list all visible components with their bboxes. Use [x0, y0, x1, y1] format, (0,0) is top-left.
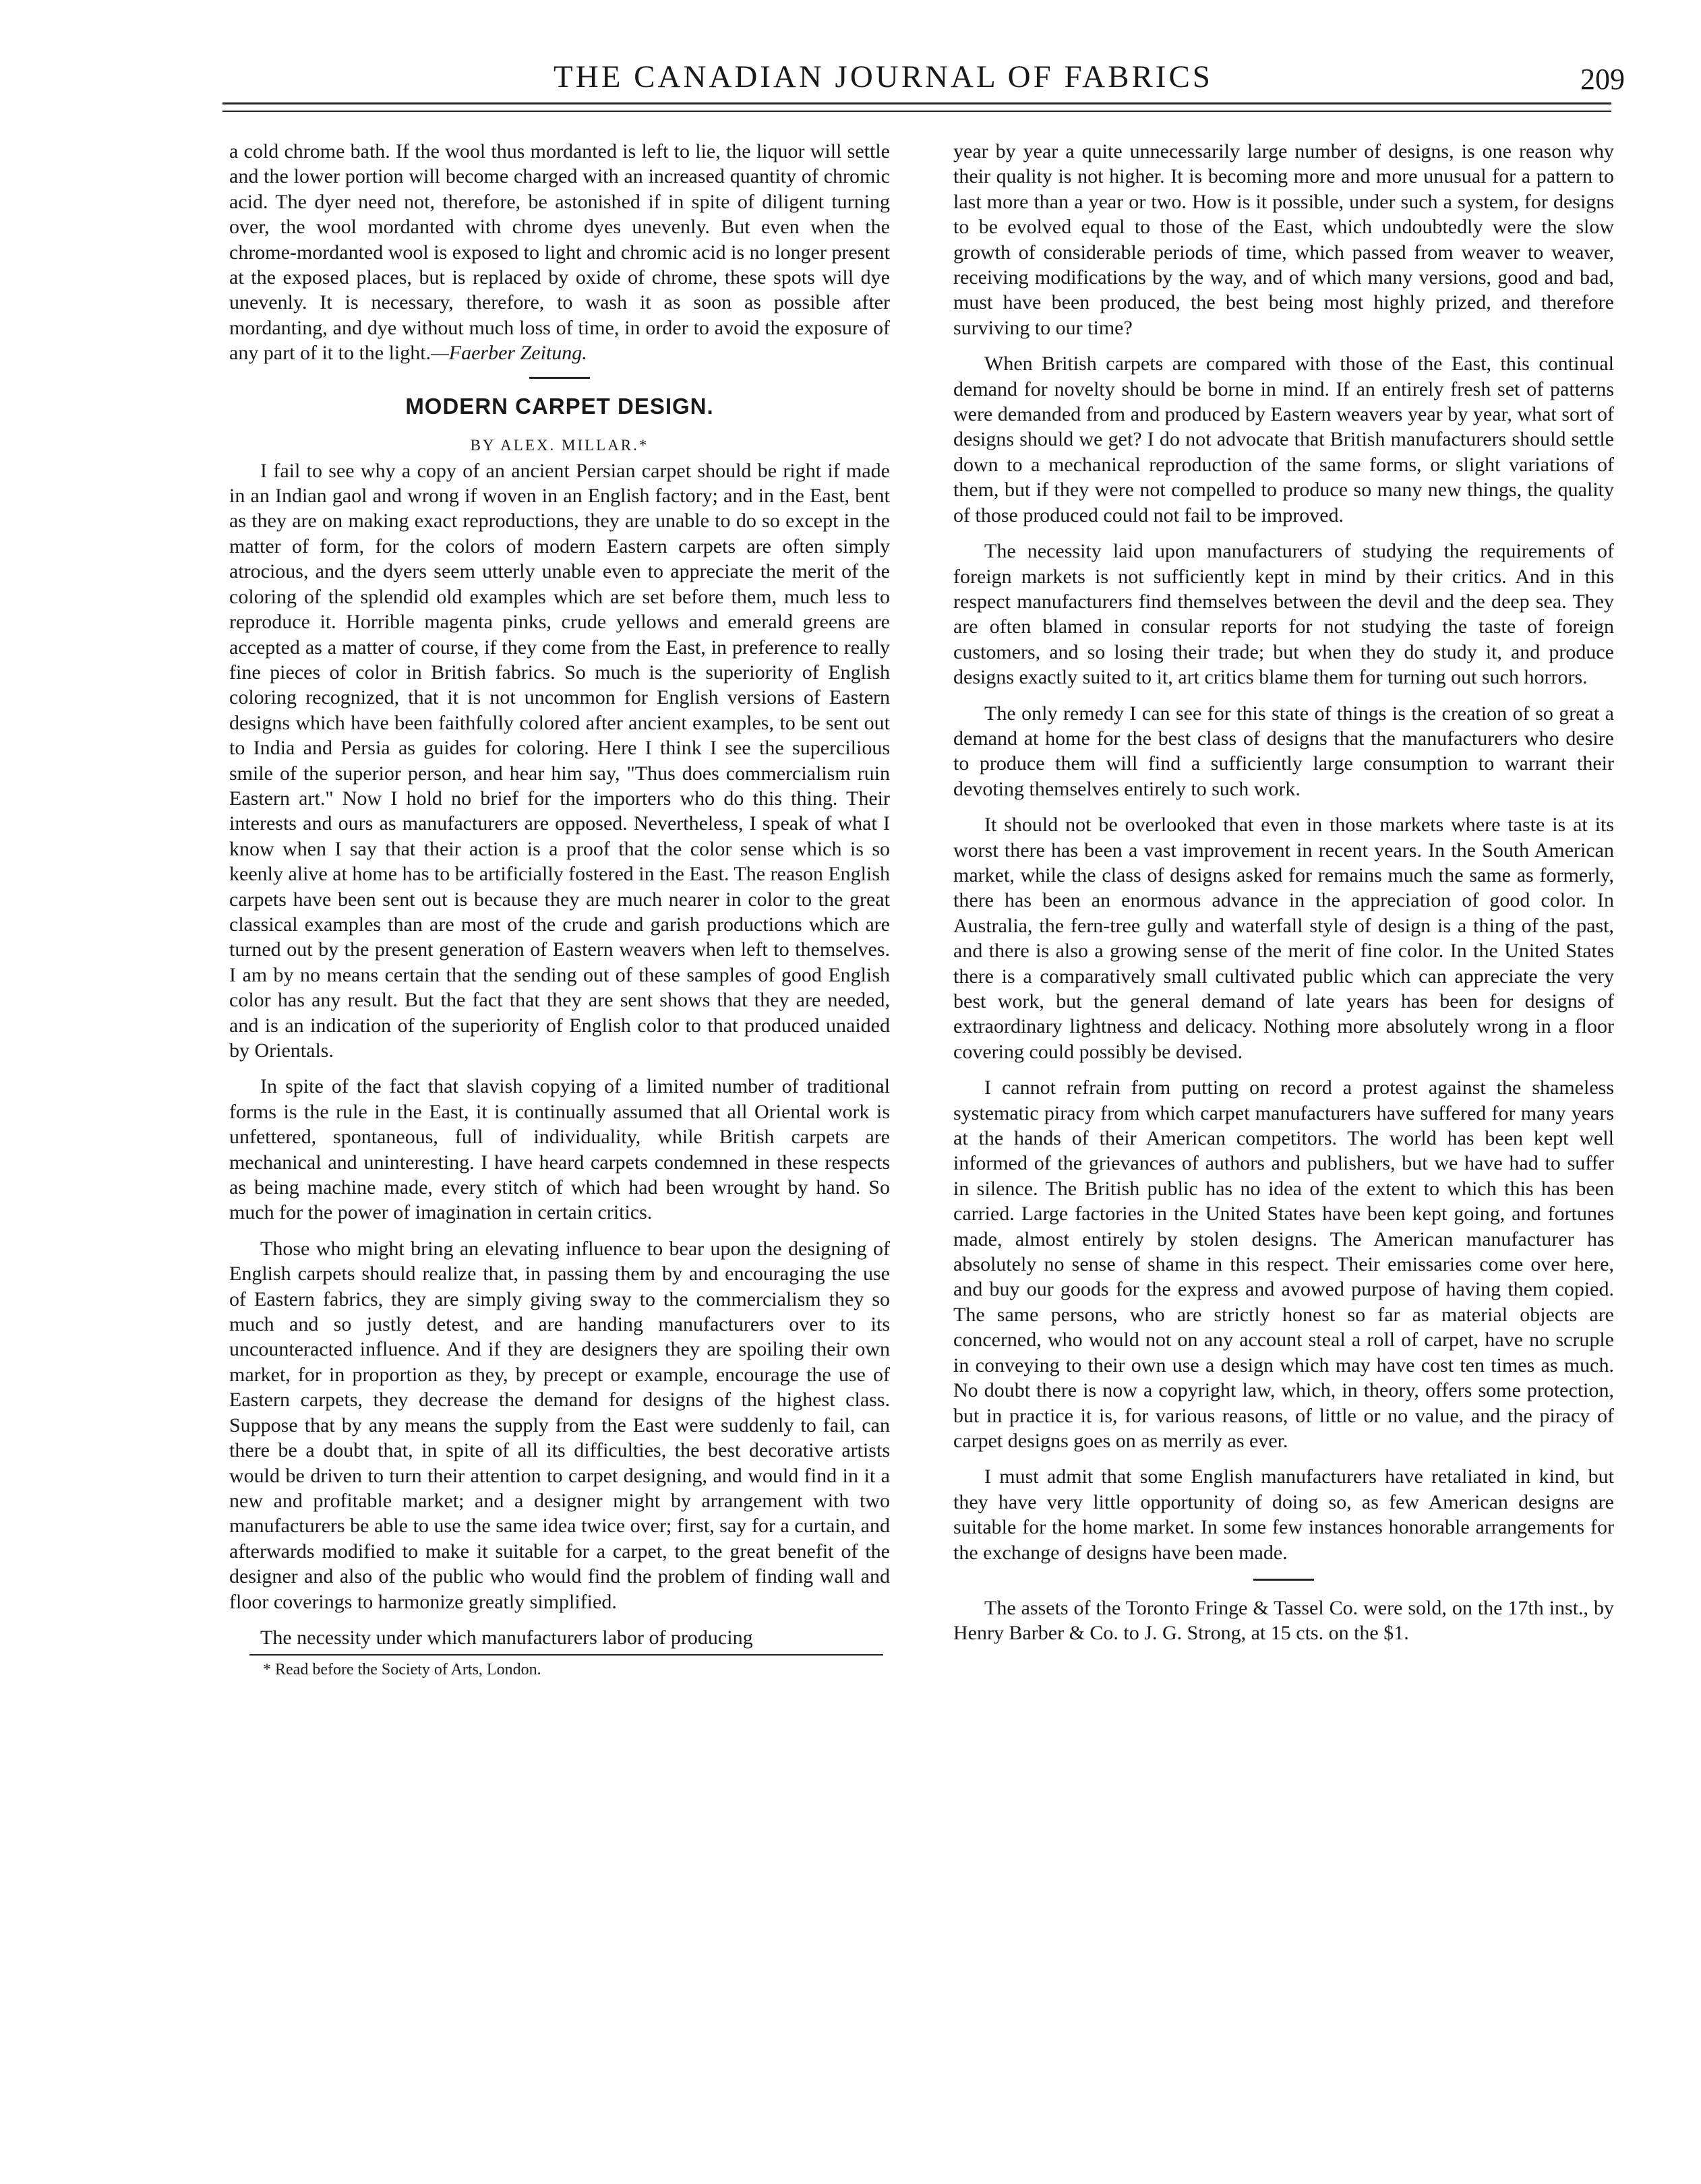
- body-paragraph: The necessity under which manufacturers labor of producing: [260, 1626, 753, 1649]
- section-divider: [529, 377, 590, 379]
- body-paragraph: When British carpets are compared with those of the East, this continual demand for novelty should be borne in mind. If an entirely fresh set of patterns were demanded from and produced by Eastern weavers year by year, what sort of designs should we get? I do not advocate that British manufacturers should settle down to a mechanical reproduction of the same forms, or slight variations of them, but if they were not compelled to produce so many new things, the quality of those produced could not fail to be improved.: [953, 353, 1614, 526]
- continuation-text: a cold chrome bath. If the wool thus mordanted is left to lie, the liquor will settle and the lower portion will become charged with an increased quantity of chromic acid. The dyer need not, therefore, be astonished if in spite of diligent turning over, the wool mordanted with chrome dyes unevenly. But even when the chrome-mordanted wool is exposed to light and chromic acid is no longer present at the exposed places, but is replaced by oxide of chrome, these spots will dye unevenly. It is necessary, therefore, to wash it as soon as possible after mordanting, and dye without much loss of time, in order to avoid the exposure of any part of it to the light.: [229, 140, 890, 365]
- header-rule-thick: [222, 102, 1611, 104]
- body-paragraph: The necessity laid upon manufacturers of studying the requirements of foreign markets is not sufficiently kept in mind by their critics. And in this respect manufacturers find themselves between the devil and the deep sea. They are often blamed in consular reports for not studying the taste of foreign customers, and so losing their trade; but when they do study it, and produce designs exactly suited to it, art critics blame them for turning out such horrors.: [953, 540, 1614, 689]
- body-paragraph: I fail to see why a copy of an ancient Persian carpet should be right if made in an Indian gaol and wrong if woven in an English factory; and in the East, bent as they are on making exact reproductions, they are unable to do so except in the matter of form, for the colors of modern Eastern carpets are often simply atrocious, and the dyers seem utterly unable even to appreciate the merit of the coloring of the splendid old examples which are set before them, much less to reproduce it. Horrible magenta pinks, crude yellows and emerald greens are accepted as a matter of course, if they come from the East, in preference to really fine pieces of color in British fabrics. So much is the superiority of English coloring recognized, that it is not uncommon for English versions of Eastern designs which have been faithfully colored after ancient examples, to be sent out to India and Persia as guides for coloring. Here I think I see the supercilious smile of the superior person, and hear him say, "Thus does commercialism ruin Eastern art." Now I hold no brief for the importers who do this thing. Their interests and ours as manufacturers are opposed. Nevertheless, I speak of what I know when I say that their action is a proof that the color sense which is so keenly alive at home has to be artificially fostered in the East. The reason English carpets have been sent out is because they are much nearer in color to the great classical examples than are most of the crude and garish productions which are turned out by the present generation of Eastern weavers when left to themselves. I am by no means certain that the sending out of these samples of good English color has any result. But the fact that they are sent shows that they are needed, and is an indication of the superiority of English color to that produced unaided by Orientals.: [229, 459, 890, 1062]
- body-paragraph: I must admit that some English manufacturers have retaliated in kind, but they have very little opportunity of doing so, as few American designs are suitable for the home market. In some few instances honorable arrangements for the exchange of designs have been made.: [953, 1465, 1614, 1564]
- right-column: [953, 139, 1614, 1657]
- page-header: [222, 58, 1638, 98]
- notice-paragraph: The assets of the Toronto Fringe & Tassel Co. were sold, on the 17th inst., by Henry Barber & Co. to J. G. Strong, at 15 cts. on the $1.: [953, 1596, 1614, 1645]
- notice-divider: [1253, 1579, 1314, 1581]
- body-paragraph: year by year a quite unnecessarily large number of designs, is one reason why their quality is not higher. It is becoming more and more unusual for a pattern to last more than a year or two. How is it possible, under such a system, for designs to be evolved equal to those of the East, which undoubtedly were the slow growth of considerable periods of time, which passed from weaver to weaver, receiving modifications by the way, and of which many versions, good and bad, must have been produced, the best being most highly prized, and therefore surviving to our time?: [953, 140, 1614, 339]
- body-paragraph: I cannot refrain from putting on record a protest against the shameless systematic piracy from which carpet manufacturers have suffered for many years at the hands of their American competitors. The world has been kept well informed of the grievances of authors and publishers, but we have had to suffer in silence. The British public has no idea of the extent to which this has been carried. Large factories in the United States have been kept going, and fortunes made, almost entirely by stolen designs. The American manufacturer has absolutely no sense of shame in this respect. Their emissaries come over here, and buy our goods for the express and avowed purpose of having them copied. The same persons, who are strictly honest so far as material objects are concerned, who would not on any account steal a roll of carpet, have no scruple in conveying to their own use a design which may have cost ten times as much. No doubt there is now a copyright law, which, in theory, offers some protection, but in practice it is, for various reasons, of little or no value, and the piracy of carpet designs goes on as merrily as ever.: [953, 1076, 1614, 1452]
- article-title: MODERN CARPET DESIGN.: [405, 393, 714, 419]
- body-paragraph: It should not be overlooked that even in those markets where taste is at its worst there has been a vast improvement in recent years. In the South American market, while the class of designs asked for remains much the same as formerly, there has been an enormous advance in the appreciation of good color. In Australia, the fern-tree gully and waterfall style of design is a thing of the past, and there is also a growing sense of the merit of fine color. In the United States there is a comparatively small cultivated public which can appreciate the very best work, but the general demand of late years has been for designs of extraordinary lightness and delicacy. Nothing more absolutely wrong in a floor covering could possibly be devised.: [953, 814, 1614, 1063]
- article-byline: BY ALEX. MILLAR.*: [470, 436, 649, 454]
- continuation-source: —Faerber Zeitung.: [431, 342, 587, 365]
- body-paragraph: The only remedy I can see for this state of things is the creation of so great a demand at home for the best class of designs that the manufacturers who desire to produce them will find a sufficiently large consumption to warrant their devoting themselves entirely to such work.: [953, 702, 1614, 800]
- body-paragraph: Those who might bring an elevating influence to bear upon the designing of English carpets should realize that, in passing them by and encouraging the use of Eastern fabrics, they are simply giving sway to the commercialism they so much and so justly detest, and are handing manufacturers over to its uncounteracted influence. And if they are designers they are spoiling their own market, for in proportion as they, by precept or example, encourage the use of Eastern carpets, they decrease the demand for designs of the highest class. Suppose that by any means the supply from the East were suddenly to fail, can there be a doubt that, in spite of all its difficulties, the best decorative artists would be driven to turn their attention to carpet designing, and would find in it a new and profitable market; and a designer might by arrangement with two manufacturers be able to use the same idea twice over; first, say for a curtain, and afterwards modified to make it suitable for a carpet, to the great benefit of the designer and also of the public who would find the problem of finding wall and floor coverings to harmonize greatly simplified.: [229, 1237, 890, 1613]
- footnote: * Read before the Society of Arts, London.: [263, 1661, 541, 1679]
- header-rule-thin: [222, 111, 1611, 112]
- notice-block: [953, 1596, 1614, 1646]
- body-paragraph: In spite of the fact that slavish copying of a limited number of traditional forms is the rule in the East, it is continually assumed that all Oriental work is unfettered, spontaneous, full of individuality, while British carpets are mechanical and uninteresting. I have heard carpets condemned in these respects as being machine made, every stitch of which had been wrought by hand. So much for the power of imagination in certain critics.: [229, 1075, 890, 1224]
- continuation-paragraph: [229, 139, 890, 366]
- journal-title: THE CANADIAN JOURNAL OF FABRICS: [554, 59, 1213, 94]
- footnote-rule: [249, 1654, 883, 1656]
- page-number: 209: [1580, 63, 1625, 96]
- left-column: [229, 139, 890, 1679]
